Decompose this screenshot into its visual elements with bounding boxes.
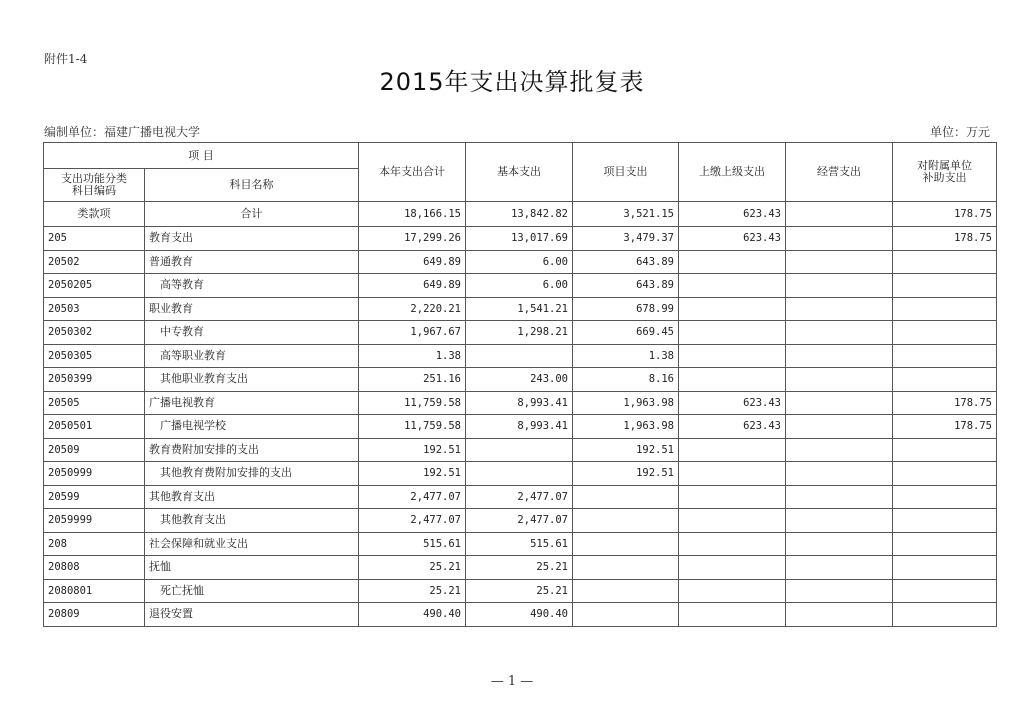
row-project xyxy=(573,579,679,603)
row-subsidy xyxy=(893,438,997,462)
row-business xyxy=(786,297,893,321)
row-total: 11,759.58 xyxy=(359,391,466,415)
row-business xyxy=(786,509,893,533)
row-total: 490.40 xyxy=(359,603,466,627)
row-total: 649.89 xyxy=(359,274,466,298)
row-upper xyxy=(679,509,786,533)
row-upper xyxy=(679,321,786,345)
row-upper xyxy=(679,462,786,486)
row-upper xyxy=(679,532,786,556)
row-upper xyxy=(679,579,786,603)
header-sum-label: 合计 xyxy=(145,202,359,227)
table-row xyxy=(44,391,997,415)
row-subsidy xyxy=(893,509,997,533)
row-code: 205 xyxy=(44,227,145,251)
table-row xyxy=(44,321,997,345)
row-business xyxy=(786,250,893,274)
table-row xyxy=(44,532,997,556)
row-project xyxy=(573,556,679,580)
row-basic xyxy=(466,344,573,368)
header-business: 经营支出 xyxy=(786,143,893,202)
row-subsidy xyxy=(893,579,997,603)
row-upper xyxy=(679,368,786,392)
row-basic xyxy=(466,462,573,486)
row-code: 20503 xyxy=(44,297,145,321)
row-business xyxy=(786,603,893,627)
row-upper: 623.43 xyxy=(679,415,786,439)
row-code: 2050302 xyxy=(44,321,145,345)
row-upper xyxy=(679,250,786,274)
currency-unit: 单位：万元 xyxy=(929,125,990,139)
summary-basic: 13,842.82 xyxy=(466,202,573,227)
row-project: 643.89 xyxy=(573,250,679,274)
row-code: 2050205 xyxy=(44,274,145,298)
row-code: 2050305 xyxy=(44,344,145,368)
row-code: 20505 xyxy=(44,391,145,415)
summary-business xyxy=(786,202,893,227)
row-basic: 25.21 xyxy=(466,579,573,603)
row-subsidy: 178.75 xyxy=(893,415,997,439)
table-row xyxy=(44,438,997,462)
header-category: 类款项 xyxy=(44,202,145,227)
row-code: 2050501 xyxy=(44,415,145,439)
row-upper xyxy=(679,485,786,509)
row-project xyxy=(573,603,679,627)
row-total: 2,220.21 xyxy=(359,297,466,321)
row-basic: 13,017.69 xyxy=(466,227,573,251)
row-name: 广播电视学校 xyxy=(145,415,359,439)
row-name: 普通教育 xyxy=(145,250,359,274)
row-name: 其他职业教育支出 xyxy=(145,368,359,392)
row-project: 1,963.98 xyxy=(573,415,679,439)
table-row xyxy=(44,579,997,603)
row-project: 1,963.98 xyxy=(573,391,679,415)
header-subsidy: 对附属单位 补助支出 xyxy=(893,143,997,202)
row-total: 17,299.26 xyxy=(359,227,466,251)
row-basic: 6.00 xyxy=(466,250,573,274)
row-subsidy xyxy=(893,368,997,392)
row-subsidy xyxy=(893,344,997,368)
table-body xyxy=(44,143,997,627)
header-row-1 xyxy=(44,143,997,169)
row-upper: 623.43 xyxy=(679,391,786,415)
row-name: 其他教育支出 xyxy=(145,485,359,509)
row-business xyxy=(786,579,893,603)
table-row xyxy=(44,274,997,298)
row-project: 3,479.37 xyxy=(573,227,679,251)
row-upper xyxy=(679,274,786,298)
page-title: 2015年支出决算批复表 xyxy=(379,68,645,96)
header-basic: 基本支出 xyxy=(466,143,573,202)
expenditure-table xyxy=(43,142,997,627)
row-total: 192.51 xyxy=(359,438,466,462)
row-business xyxy=(786,485,893,509)
summary-total: 18,166.15 xyxy=(359,202,466,227)
row-basic: 8,993.41 xyxy=(466,415,573,439)
row-upper xyxy=(679,603,786,627)
row-total: 1,967.67 xyxy=(359,321,466,345)
row-basic: 25.21 xyxy=(466,556,573,580)
row-total: 515.61 xyxy=(359,532,466,556)
row-subsidy xyxy=(893,250,997,274)
header-name: 科目名称 xyxy=(145,169,359,202)
row-subsidy: 178.75 xyxy=(893,391,997,415)
row-name: 教育支出 xyxy=(145,227,359,251)
row-basic: 8,993.41 xyxy=(466,391,573,415)
row-business xyxy=(786,321,893,345)
row-total: 11,759.58 xyxy=(359,415,466,439)
row-business xyxy=(786,368,893,392)
row-subsidy xyxy=(893,556,997,580)
row-name: 教育费附加安排的支出 xyxy=(145,438,359,462)
row-basic: 1,541.21 xyxy=(466,297,573,321)
row-code: 2050399 xyxy=(44,368,145,392)
row-basic: 243.00 xyxy=(466,368,573,392)
row-name: 其他教育支出 xyxy=(145,509,359,533)
row-project xyxy=(573,509,679,533)
row-subsidy xyxy=(893,297,997,321)
row-name: 死亡抚恤 xyxy=(145,579,359,603)
row-total: 649.89 xyxy=(359,250,466,274)
row-subsidy xyxy=(893,485,997,509)
row-subsidy xyxy=(893,532,997,556)
table-row xyxy=(44,344,997,368)
header-code: 支出功能分类 科目编码 xyxy=(44,169,145,202)
row-subsidy xyxy=(893,462,997,486)
row-business xyxy=(786,227,893,251)
summary-subsidy: 178.75 xyxy=(893,202,997,227)
row-project: 1.38 xyxy=(573,344,679,368)
row-business xyxy=(786,438,893,462)
row-name: 社会保障和就业支出 xyxy=(145,532,359,556)
row-business xyxy=(786,532,893,556)
attachment-label: 附件1-4 xyxy=(44,52,88,66)
row-total: 1.38 xyxy=(359,344,466,368)
table-row xyxy=(44,556,997,580)
table-row xyxy=(44,509,997,533)
table-row xyxy=(44,462,997,486)
row-name: 退役安置 xyxy=(145,603,359,627)
row-upper xyxy=(679,344,786,368)
row-code: 2059999 xyxy=(44,509,145,533)
header-upper: 上缴上级支出 xyxy=(679,143,786,202)
row-project: 8.16 xyxy=(573,368,679,392)
row-business xyxy=(786,556,893,580)
row-total: 25.21 xyxy=(359,579,466,603)
row-total: 25.21 xyxy=(359,556,466,580)
row-name: 高等教育 xyxy=(145,274,359,298)
row-subsidy xyxy=(893,603,997,627)
row-project: 643.89 xyxy=(573,274,679,298)
row-business xyxy=(786,462,893,486)
row-name: 中专教育 xyxy=(145,321,359,345)
row-total: 2,477.07 xyxy=(359,485,466,509)
row-code: 2050999 xyxy=(44,462,145,486)
table-row xyxy=(44,603,997,627)
table-row xyxy=(44,297,997,321)
row-code: 20502 xyxy=(44,250,145,274)
row-business xyxy=(786,344,893,368)
row-business xyxy=(786,391,893,415)
row-project: 192.51 xyxy=(573,438,679,462)
row-basic: 1,298.21 xyxy=(466,321,573,345)
row-code: 20808 xyxy=(44,556,145,580)
row-code: 20599 xyxy=(44,485,145,509)
summary-project: 3,521.15 xyxy=(573,202,679,227)
table-row xyxy=(44,415,997,439)
row-business xyxy=(786,415,893,439)
row-upper: 623.43 xyxy=(679,227,786,251)
header-item: 项 目 xyxy=(44,143,359,169)
row-total: 251.16 xyxy=(359,368,466,392)
row-name: 广播电视教育 xyxy=(145,391,359,415)
row-basic: 6.00 xyxy=(466,274,573,298)
row-basic: 515.61 xyxy=(466,532,573,556)
row-name: 抚恤 xyxy=(145,556,359,580)
row-code: 208 xyxy=(44,532,145,556)
table-row xyxy=(44,227,997,251)
header-project: 项目支出 xyxy=(573,143,679,202)
row-name: 职业教育 xyxy=(145,297,359,321)
row-project: 192.51 xyxy=(573,462,679,486)
row-total: 2,477.07 xyxy=(359,509,466,533)
row-code: 2080801 xyxy=(44,579,145,603)
row-code: 20809 xyxy=(44,603,145,627)
header-row-3 xyxy=(44,202,997,227)
row-total: 192.51 xyxy=(359,462,466,486)
row-basic xyxy=(466,438,573,462)
row-basic: 490.40 xyxy=(466,603,573,627)
row-name: 高等职业教育 xyxy=(145,344,359,368)
row-upper xyxy=(679,556,786,580)
row-subsidy: 178.75 xyxy=(893,227,997,251)
page-number: — 1 — xyxy=(490,674,534,689)
table-row xyxy=(44,250,997,274)
row-project xyxy=(573,532,679,556)
compiling-unit: 编制单位：福建广播电视大学 xyxy=(44,125,201,139)
row-subsidy xyxy=(893,321,997,345)
header-total: 本年支出合计 xyxy=(359,143,466,202)
row-project xyxy=(573,485,679,509)
table-row xyxy=(44,485,997,509)
row-code: 20509 xyxy=(44,438,145,462)
row-basic: 2,477.07 xyxy=(466,485,573,509)
row-project: 669.45 xyxy=(573,321,679,345)
table-row xyxy=(44,368,997,392)
row-basic: 2,477.07 xyxy=(466,509,573,533)
row-upper xyxy=(679,297,786,321)
row-project: 678.99 xyxy=(573,297,679,321)
row-business xyxy=(786,274,893,298)
row-upper xyxy=(679,438,786,462)
summary-upper: 623.43 xyxy=(679,202,786,227)
row-subsidy xyxy=(893,274,997,298)
row-name: 其他教育费附加安排的支出 xyxy=(145,462,359,486)
